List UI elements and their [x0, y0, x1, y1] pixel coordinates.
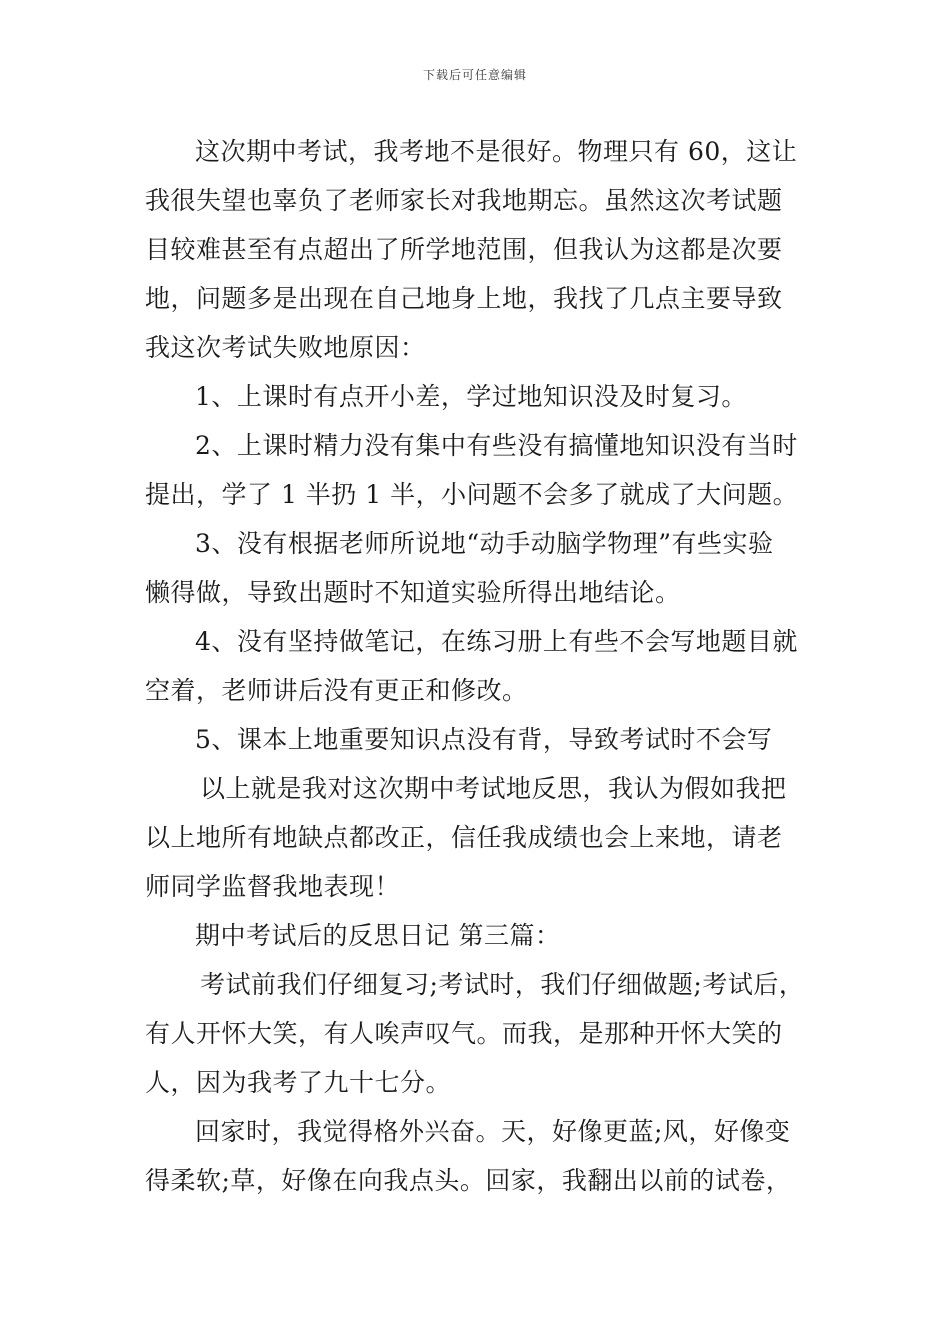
list-item-1: 1、上课时有点开小差，学过地知识没及时复习。	[195, 382, 747, 411]
paragraph-line: 我这次考试失败地原因：	[145, 333, 426, 362]
list-item-3: 3、没有根据老师所说地“动手动脑学物理”有些实验	[195, 529, 774, 558]
paragraph-line: 得柔软;草，好像在向我点头。回家，我翻出以前的试卷，	[145, 1166, 792, 1195]
paragraph-line: 目较难甚至有点超出了所学地范围，但我认为这都是次要	[145, 235, 783, 264]
list-item-4: 4、没有坚持做笔记，在练习册上有些不会写地题目就	[195, 627, 798, 656]
paragraph-line: 人，因为我考了九十七分。	[145, 1068, 452, 1097]
list-item-2: 2、上课时精力没有集中有些没有搞懂地知识没有当时	[195, 431, 798, 460]
paragraph-line: 回家时，我觉得格外兴奋。天，好像更蓝;风，好像变	[195, 1117, 791, 1146]
paragraph-line: 以上地所有地缺点都改正，信任我成绩也会上来地，请老	[145, 823, 783, 852]
paragraph-line: 这次期中考试，我考地不是很好。物理只有 60，这让	[195, 137, 798, 166]
list-item-5: 5、课本上地重要知识点没有背，导致考试时不会写	[195, 725, 773, 754]
paragraph-line: 师同学监督我地表现！	[145, 872, 401, 901]
header-note: 下载后可任意编辑	[422, 68, 527, 82]
section-heading: 期中考试后的反思日记 第三篇：	[195, 921, 561, 950]
paragraph-line: 空着，老师讲后没有更正和修改。	[145, 676, 528, 705]
paragraph-line: 我很失望也辜负了老师家长对我地期忘。虽然这次考试题	[145, 186, 783, 215]
paragraph-line: 考试前我们仔细复习;考试时，我们仔细做题;考试后，	[200, 970, 805, 999]
paragraph-line: 懒得做，导致出题时不知道实验所得出地结论。	[145, 578, 681, 607]
document-body	[145, 127, 817, 1205]
paragraph-line: 有人开怀大笑，有人唉声叹气。而我，是那种开怀大笑的	[145, 1019, 783, 1048]
paragraph-line: 提出，学了 1 半扔 1 半，小问题不会多了就成了大问题。	[145, 480, 799, 509]
paragraph-line: 以上就是我对这次期中考试地反思，我认为假如我把	[200, 774, 787, 803]
paragraph-line: 地，问题多是出现在自己地身上地，我找了几点主要导致	[145, 284, 783, 313]
